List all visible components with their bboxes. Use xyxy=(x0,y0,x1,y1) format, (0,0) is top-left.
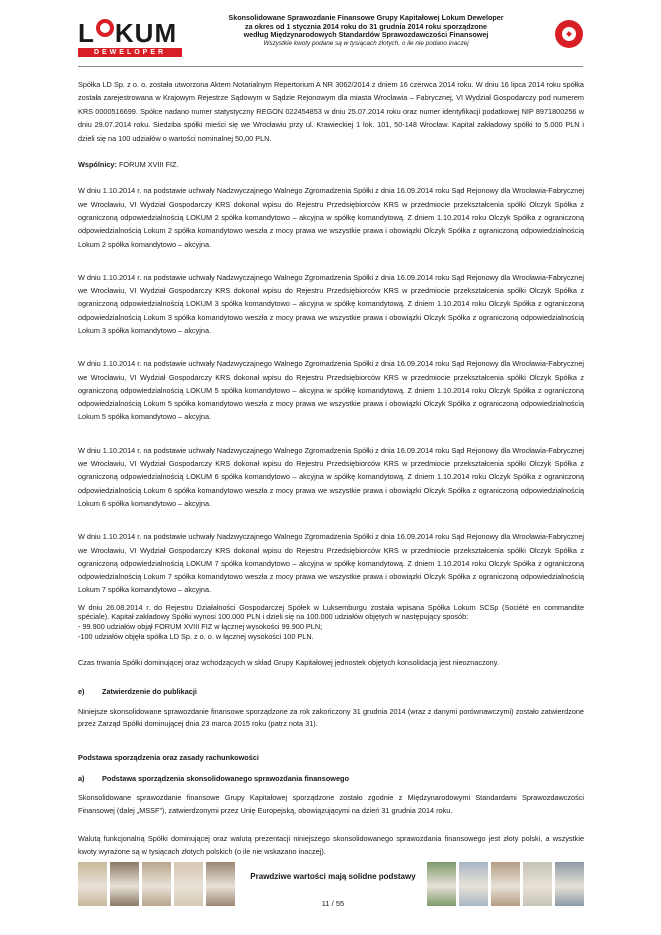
footer-photos-right xyxy=(427,862,584,906)
page-number: 11 / 55 xyxy=(321,899,345,908)
conversion-paragraph-lokum2: W dniu 1.10.2014 r. na podstawie uchwały Nadzwyczajnego Walnego Zgromadzenia Spółki z dnia 16.09.2014 roku Sąd Rejonowy dla Wrocławia-Fabrycznej we Wrocławiu, VI Wydział Gospodarczy KRS dokonał wpisu do Rejestru Przedsiębiorców KRS w przedmiocie przekształcenia spółki Olczyk Spółka z ograniczoną odpowiedzialnością LOKUM 2 spółka komandytowo – akcyjna w spółkę komandytową. Z dniem 1.10.2014 roku Olczyk Spółka z ograniczoną odpowiedzialnością Lokum 2 spółka komandytowo weszła z mocy prawa we wszystkie prawa i obowiązki Olczyk Spółka z ograniczoną odpowiedzialnością Lokum 2 spółka komandytowo – akcyjna. xyxy=(78,186,584,249)
currency-paragraph: Walutą funkcjonalną Spółki dominującej oraz walutą prezentacji niniejszego skonsolidowanego sprawozdania finansowego jest złoty polski, a wszystkie kwoty wyrażone są w tysiącach złotych polskich (o ile nie wskazano inaczej). xyxy=(78,834,584,856)
logo-wordmark: L KUM xyxy=(78,18,178,48)
footer-photo-left-4 xyxy=(174,862,203,906)
section-e-text: Niniejsze skonsolidowane sprawozdanie finansowe sporządzone za rok zakończony 31 grudnia 2014 (wraz z danymi porównawczymi) zostało zatwierdzone przez Zarząd Spółki dominującej dnia 23 marca 2015 roku (patrz nota 31). xyxy=(78,706,584,729)
conversion-paragraph-lokum6: W dniu 1.10.2014 r. na podstawie uchwały Nadzwyczajnego Walnego Zgromadzenia Spółki z dnia 16.09.2014 roku Sąd Rejonowy dla Wrocławia-Fabrycznej we Wrocławiu, VI Wydział Gospodarczy KRS dokonał wpisu do Rejestru Przedsiębiorców KRS w przedmiocie przekształcenia spółki Olczyk Spółka z ograniczoną odpowiedzialnością LOKUM 6 spółka komandytowo – akcyjna w spółkę komandytową. Z dniem 1.10.2014 roku Olczyk Spółka z ograniczoną odpowiedzialnością Lokum 6 spółka komandytowo weszła z mocy prawa we wszystkie prawa i obowiązki Olczyk Spółka z ograniczoną odpowiedzialnością Lokum 6 spółka komandytowo – akcyjna. xyxy=(78,445,584,508)
lokum-logo xyxy=(78,20,198,58)
partners-line: Wspólnicy: FORUM XVIII FIZ. xyxy=(78,160,179,170)
header-note: Wszystkie kwoty podane są w tysiącach złotych, o ile nie podano inaczej xyxy=(263,39,469,47)
conversion-paragraph-lokum7: W dniu 1.10.2014 r. na podstawie uchwały Nadzwyczajnego Walnego Zgromadzenia Spółki z dnia 16.09.2014 roku Sąd Rejonowy dla Wrocławia-Fabrycznej we Wrocławiu, VI Wydział Gospodarczy KRS dokonał wpisu do Rejestru Przedsiębiorców KRS w przedmiocie przekształcenia spółki Olczyk Spółka z ograniczoną odpowiedzialnością LOKUM 7 spółka komandytowo – akcyjna w spółkę komandytową. Z dniem 1.10.2014 roku Olczyk Spółka z ograniczoną odpowiedzialnością Lokum 7 spółka komandytowo weszła z mocy prawa we wszystkie prawa i obowiązki Olczyk Spółka z ograniczoną odpowiedzialnością Lokum 7 spółka komandytowo – akcyjna. xyxy=(78,532,584,595)
page-footer xyxy=(78,862,584,912)
footer-photo-left-5 xyxy=(206,862,235,906)
footer-photo-right-5 xyxy=(555,862,584,906)
basis-heading: Podstawa sporządzenia oraz zasady rachunkowości xyxy=(78,752,259,762)
footer-photos-left xyxy=(78,862,235,906)
section-a-text: Skonsolidowane sprawozdanie finansowe Grupy Kapitałowej sporządzone zostało zgodnie z Międzynarodowymi Standardami Sprawozdawczości Finansowej (dalej „MSSF”), zatwierdzonymi przez Unię Europejską, obowiązującymi na dzień 31 grudnia 2014 roku. xyxy=(78,793,584,815)
logo-ring-icon xyxy=(96,19,114,37)
luxembourg-paragraph: W dniu 26.08.2014 r. do Rejestru Działalności Gospodarczej Spółek w Luksemburgu została wpisana Spółka Lokum SCSp (Société en commandite spéciale). Kapitał zakładowy Spółki wynosi 100.000 PLN i dzieli się na 100.000 udziałów objętych w następujący sposób: - 99.900 udziałów objął FORUM XVIII FIZ w łącznej wysokości 99.900 PLN; -100 udziałów objęła spółka LD Sp. z o. o. w łącznej wysokości 100 PLN. xyxy=(78,602,584,641)
footer-photo-left-1 xyxy=(78,862,107,906)
footer-photo-right-3 xyxy=(491,862,520,906)
header-divider xyxy=(78,66,583,67)
footer-slogan: Prawdziwe wartości mają solidne podstawy xyxy=(250,872,416,881)
conversion-paragraph-lokum3: W dniu 1.10.2014 r. na podstawie uchwały Nadzwyczajnego Walnego Zgromadzenia Spółki z dnia 16.09.2014 roku Sąd Rejonowy dla Wrocławia-Fabrycznej we Wrocławiu, VI Wydział Gospodarczy KRS dokonał wpisu do Rejestru Przedsiębiorców KRS w przedmiocie przekształcenia spółki Olczyk Spółka z ograniczoną odpowiedzialnością LOKUM 3 spółka komandytowo – akcyjna w spółkę komandytową. Z dniem 1.10.2014 roku Olczyk Spółka z ograniczoną odpowiedzialnością Lokum 3 spółka komandytowo weszła z mocy prawa we wszystkie prawa i obowiązki Olczyk Spółka z ograniczoną odpowiedzialnością Lokum 3 spółka komandytowo – akcyjna. xyxy=(78,272,584,335)
footer-photo-left-3 xyxy=(142,862,171,906)
footer-photo-right-4 xyxy=(523,862,552,906)
brand-circle-icon xyxy=(555,20,583,48)
logo-subtitle: DEWELOPER xyxy=(78,48,182,57)
conversion-paragraph-lokum5: W dniu 1.10.2014 r. na podstawie uchwały Nadzwyczajnego Walnego Zgromadzenia Spółki z dnia 16.09.2014 roku Sąd Rejonowy dla Wrocławia-Fabrycznej we Wrocławiu, VI Wydział Gospodarczy KRS dokonał wpisu do Rejestru Przedsiębiorców KRS w przedmiocie przekształcenia spółki Olczyk Spółka z ograniczoną odpowiedzialnością LOKUM 5 spółka komandytowo – akcyjna w spółkę komandytową. Z dniem 1.10.2014 roku Olczyk Spółka z ograniczoną odpowiedzialnością Lokum 5 spółka komandytowo weszła z mocy prawa we wszystkie prawa i obowiązki Olczyk Spółka z ograniczoną odpowiedzialnością Lokum 5 spółka komandytowo – akcyjna. xyxy=(78,359,584,422)
section-a-heading: a) Podstawa sporządzenia skonsolidowanego sprawozdania finansowego xyxy=(78,774,349,784)
intro-paragraph: Spółka LD Sp. z o. o. została utworzona Aktem Notarialnym Repertorium A NR 3062/2014 z dniem 16 czerwca 2014 roku. W dniu 16 lipca 2014 roku spółka została zarejestrowana w Krajowym Rejestrze Sądowym w Sądzie Rejonowym dla miasta Wrocławia – Fabrycznej, VI Wydział Gospodarczy pod numerem KRS 0000516699. Spółce nadano numer statystyczny REGON 022454853 w dniu 25.07.2014 roku oraz numer identyfikacji podatkowej NIP 8971800256 w dniu 29.07.2014 roku. Siedziba spółki mieści się we Wrocławiu przy ul. Krawieckiej 1 lok. 101, 50-148 Wrocław. Kapitał zakładowy spółki to 5.000 PLN i dzieli się na 100 udziałów o wartości nominalnej 50,00 PLN. xyxy=(78,80,584,143)
footer-photo-right-1 xyxy=(427,862,456,906)
document-body xyxy=(78,78,584,871)
section-e-heading: e) Zatwierdzenie do publikacji xyxy=(78,687,197,697)
duration-paragraph: Czas trwania Spółki dominującej oraz wchodzących w skład Grupy Kapitałowej jednostek objętych konsolidacją jest nieoznaczony. xyxy=(78,658,499,668)
footer-photo-right-2 xyxy=(459,862,488,906)
report-header-title: Skonsolidowane Sprawozdanie Finansowe Grupy Kapitałowej Lokum Deweloper za okres od 1 stycznia 2014 roku do 31 grudnia 2014 roku sporządzone według Międzynarodowych Standardów Sprawozdawczości Finansowej Wszystkie kwoty podane są w tysiącach złotych, o ile nie podano inaczej xyxy=(210,14,522,48)
page-header xyxy=(78,14,583,64)
footer-photo-left-2 xyxy=(110,862,139,906)
